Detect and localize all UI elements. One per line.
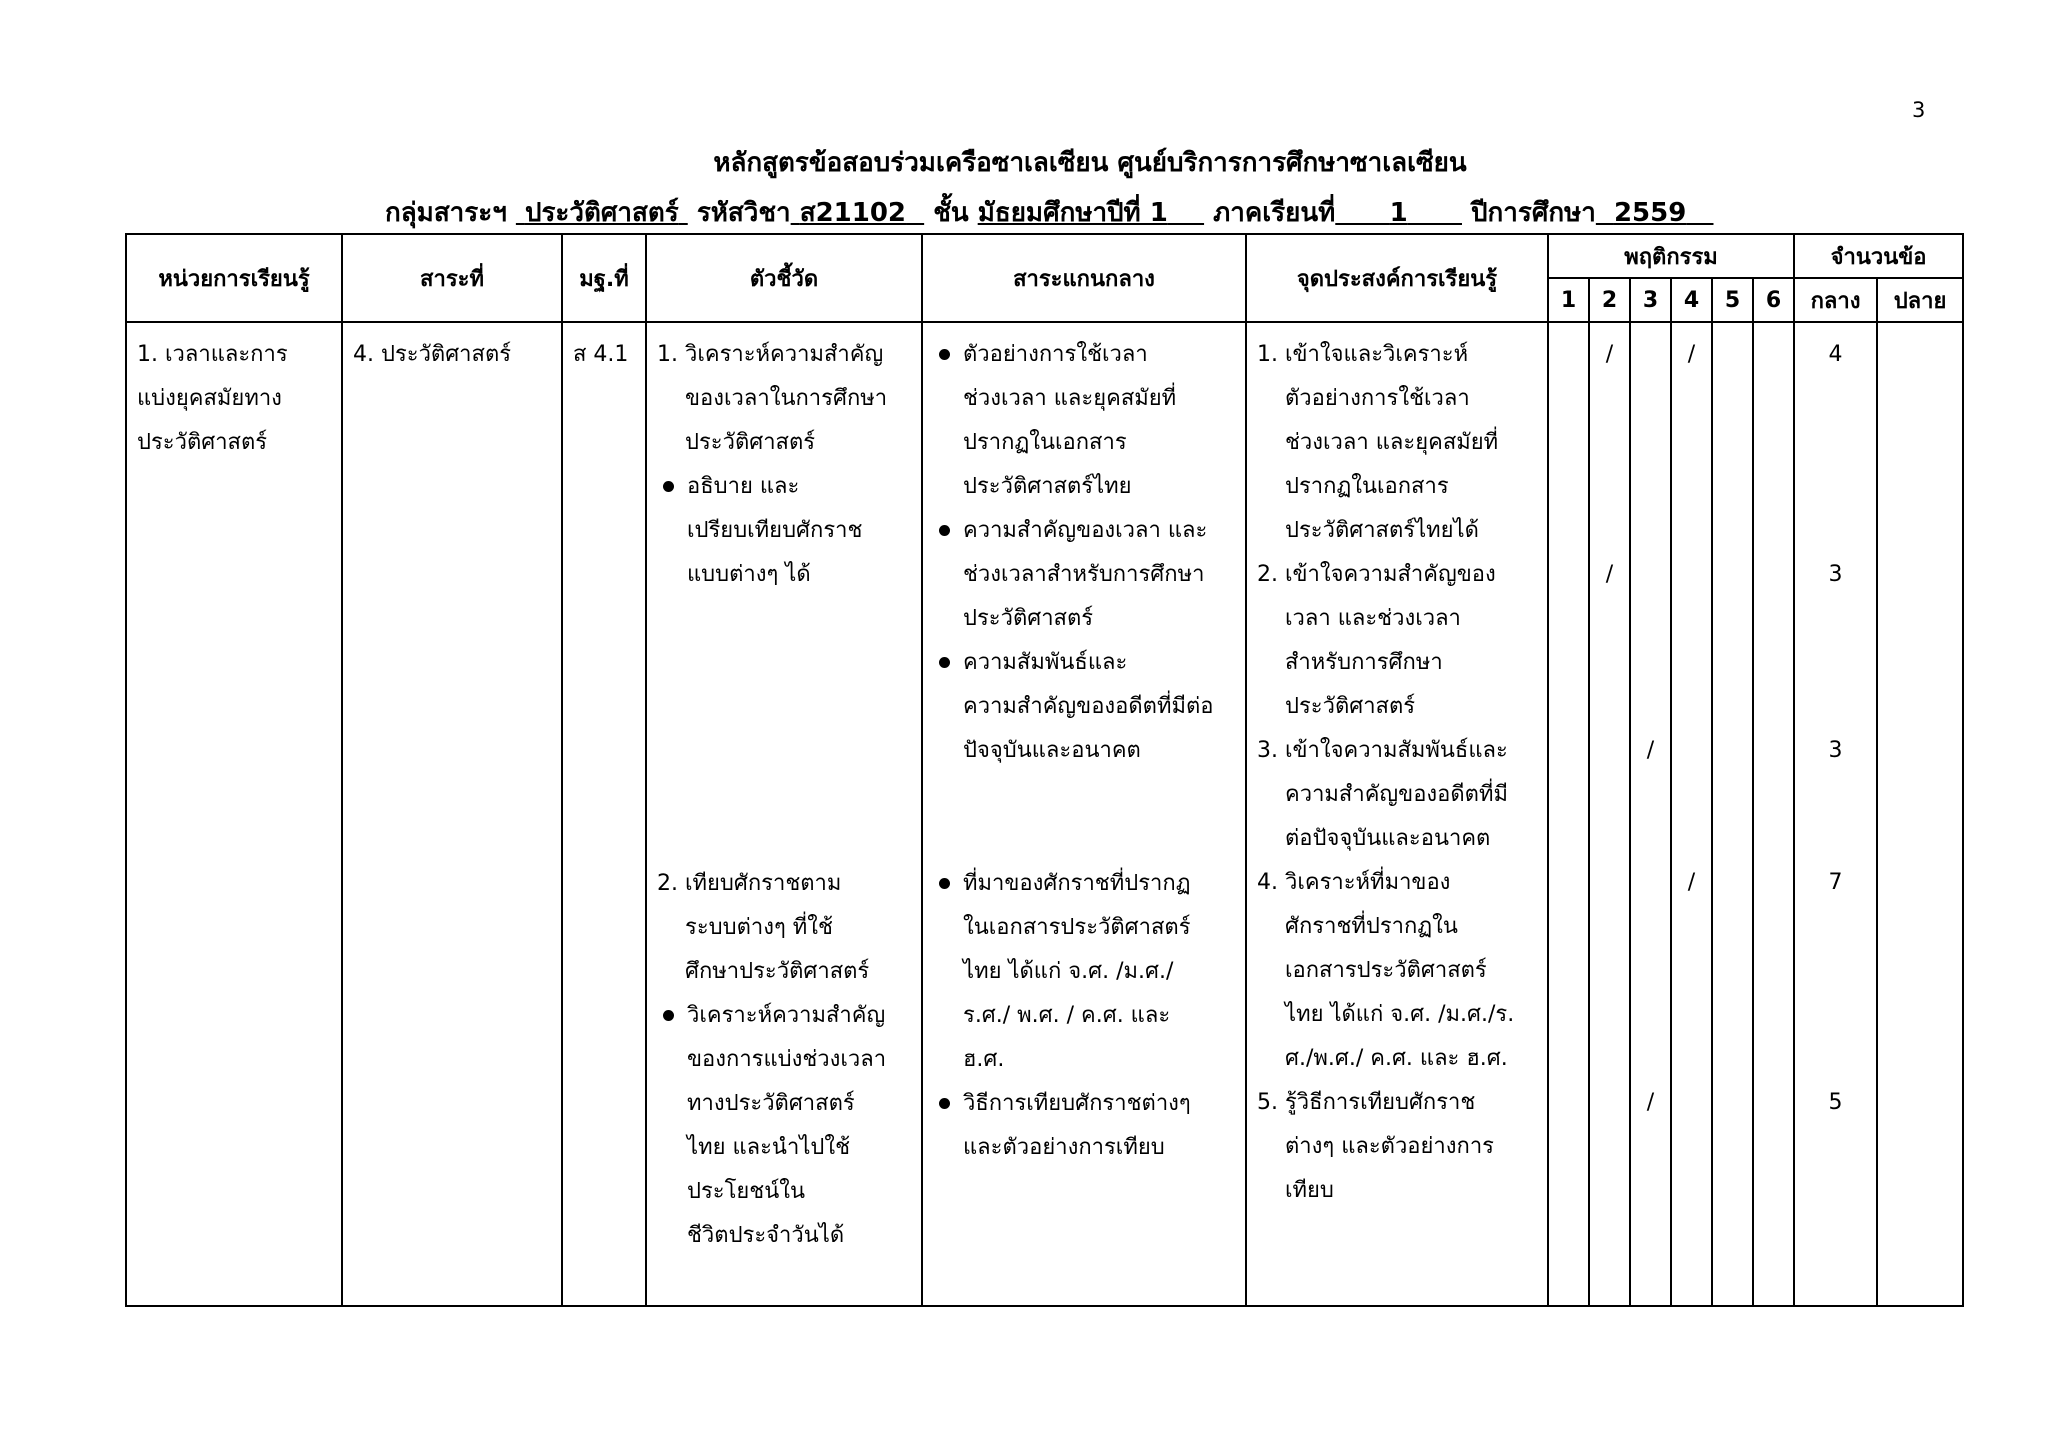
objective-5: 5. รู้วิธีการเทียบศักราช ต่างๆ และตัวอย่างการ เทียบ: [1257, 1090, 1494, 1203]
behavior-mark: /: [1605, 562, 1614, 587]
behavior-4-cell: [1671, 322, 1712, 1306]
page-number: 3: [1912, 98, 1926, 122]
year-label: ปีการศึกษา: [1471, 198, 1596, 228]
objective-4: 4. วิเคราะห์ที่มาของ ศักราชที่ปรากฏใน เอกสารประวัติศาสตร์ ไทย ได้แก่ จ.ศ. /ม.ศ./ร. ศ./พ.ศ./ ค.ศ. และ ฮ.ศ.: [1257, 870, 1515, 1071]
header-behavior-4: 4: [1671, 278, 1712, 322]
behavior-mark: /: [1646, 738, 1655, 763]
behavior-1-cell: [1548, 322, 1589, 1306]
header-behavior-6: 6: [1753, 278, 1794, 322]
behavior-mark: /: [1687, 870, 1696, 895]
midterm-count: 3: [1828, 562, 1843, 587]
midterm-count: 3: [1828, 738, 1843, 763]
behavior-mark: /: [1646, 1090, 1655, 1115]
objectives-cell: [1246, 322, 1548, 1306]
behavior-2-cell: [1589, 322, 1630, 1306]
core-item-3: ความสัมพันธ์และ ความสำคัญของอดีตที่มีต่อ ปัจจุบันและอนาคต: [933, 641, 1237, 773]
subject-group-value: ประวัติศาสตร์: [524, 198, 679, 228]
unit-cell: 1. เวลาและการ แบ่งยุคสมัยทาง ประวัติศาสตร์: [126, 322, 342, 1306]
standard-cell: ส 4.1: [562, 322, 646, 1306]
header-midterm: กลาง: [1794, 278, 1877, 322]
course-info: [385, 192, 1713, 233]
core-content-cell: [922, 322, 1246, 1306]
indicator-1: 1. วิเคราะห์ความสำคัญ ของเวลาในการศึกษา ประวัติศาสตร์: [657, 342, 888, 455]
grade-label: ชั้น: [933, 198, 969, 228]
semester-label: ภาคเรียนที่: [1213, 198, 1336, 228]
behavior-mark: /: [1605, 342, 1614, 367]
header-behavior-1: 1: [1548, 278, 1589, 322]
core-item-4: ที่มาของศักราชที่ปรากฏ ในเอกสารประวัติศาสตร์ ไทย ได้แก่ จ.ศ. /ม.ศ./ ร.ศ./ พ.ศ. / ค.ศ. และ ฮ.ศ.: [933, 862, 1237, 1082]
header-core-content: สาระแกนกลาง: [922, 234, 1246, 322]
objective-1: 1. เข้าใจและวิเคราะห์ ตัวอย่างการใช้เวลา ช่วงเวลา และยุคสมัยที่ ปรากฏในเอกสาร ประวัติศาสตร์ไทยได้: [1257, 342, 1499, 543]
header-item-count: จำนวนข้อ: [1794, 234, 1963, 278]
semester-value: 1: [1389, 198, 1408, 228]
indicators-cell: [646, 322, 922, 1306]
year-value: 2559: [1613, 198, 1687, 228]
core-item-2: ความสำคัญของเวลา และ ช่วงเวลาสำหรับการศึกษา ประวัติศาสตร์: [933, 509, 1237, 641]
header-indicators: ตัวชี้วัด: [646, 234, 922, 322]
indicator-2-bullet: วิเคราะห์ความสำคัญ ของการแบ่งช่วงเวลา ทางประวัติศาสตร์ ไทย และนำไปใช้ ประโยชน์ใน ชีวิตประจำวันได้: [657, 994, 913, 1258]
header-behavior-3: 3: [1630, 278, 1671, 322]
subject-group-label: กลุ่มสาระฯ: [385, 198, 507, 228]
objective-3: 3. เข้าใจความสัมพันธ์และ ความสำคัญของอดีตที่มี ต่อปัจจุบันและอนาคต: [1257, 738, 1508, 851]
strand-cell: 4. ประวัติศาสตร์: [342, 322, 562, 1306]
header-behavior-2: 2: [1589, 278, 1630, 322]
header-behavior: พฤติกรรม: [1548, 234, 1794, 278]
course-code-value: ส21102: [799, 198, 907, 228]
indicator-2: 2. เทียบศักราชตาม ระบบต่างๆ ที่ใช้ ศึกษาประวัติศาสตร์: [657, 871, 870, 984]
midterm-count: 5: [1828, 1090, 1843, 1115]
grade-value: มัธยมศึกษาปีที่ 1: [977, 198, 1168, 228]
behavior-6-cell: [1753, 322, 1794, 1306]
behavior-mark: /: [1687, 342, 1696, 367]
core-item-1: ตัวอย่างการใช้เวลา ช่วงเวลา และยุคสมัยที่ ปรากฏในเอกสาร ประวัติศาสตร์ไทย: [933, 333, 1237, 509]
header-final: ปลาย: [1877, 278, 1963, 322]
header-objectives: จุดประสงค์การเรียนรู้: [1246, 234, 1548, 322]
behavior-5-cell: [1712, 322, 1753, 1306]
behavior-3-cell: [1630, 322, 1671, 1306]
midterm-count-cell: [1794, 322, 1877, 1306]
objective-2: 2. เข้าใจความสำคัญของ เวลา และช่วงเวลา สำหรับการศึกษา ประวัติศาสตร์: [1257, 562, 1496, 719]
page-title: หลักสูตรข้อสอบร่วมเครือซาเลเซียน ศูนย์บริการการศึกษาซาเลเซียน: [713, 148, 1467, 178]
midterm-count: 7: [1828, 870, 1843, 895]
core-item-5: วิธีการเทียบศักราชต่างๆ และตัวอย่างการเทียบ: [933, 1082, 1237, 1170]
header-standard: มฐ.ที่: [562, 234, 646, 322]
curriculum-table: [125, 233, 1964, 1307]
indicator-1-bullet: อธิบาย และ เปรียบเทียบศักราช แบบต่างๆ ได้: [657, 465, 913, 597]
midterm-count: 4: [1828, 342, 1843, 367]
header-strand: สาระที่: [342, 234, 562, 322]
header-behavior-5: 5: [1712, 278, 1753, 322]
course-code-label: รหัสวิชา: [696, 198, 791, 228]
header-unit: หน่วยการเรียนรู้: [126, 234, 342, 322]
final-count-cell: [1877, 322, 1963, 1306]
